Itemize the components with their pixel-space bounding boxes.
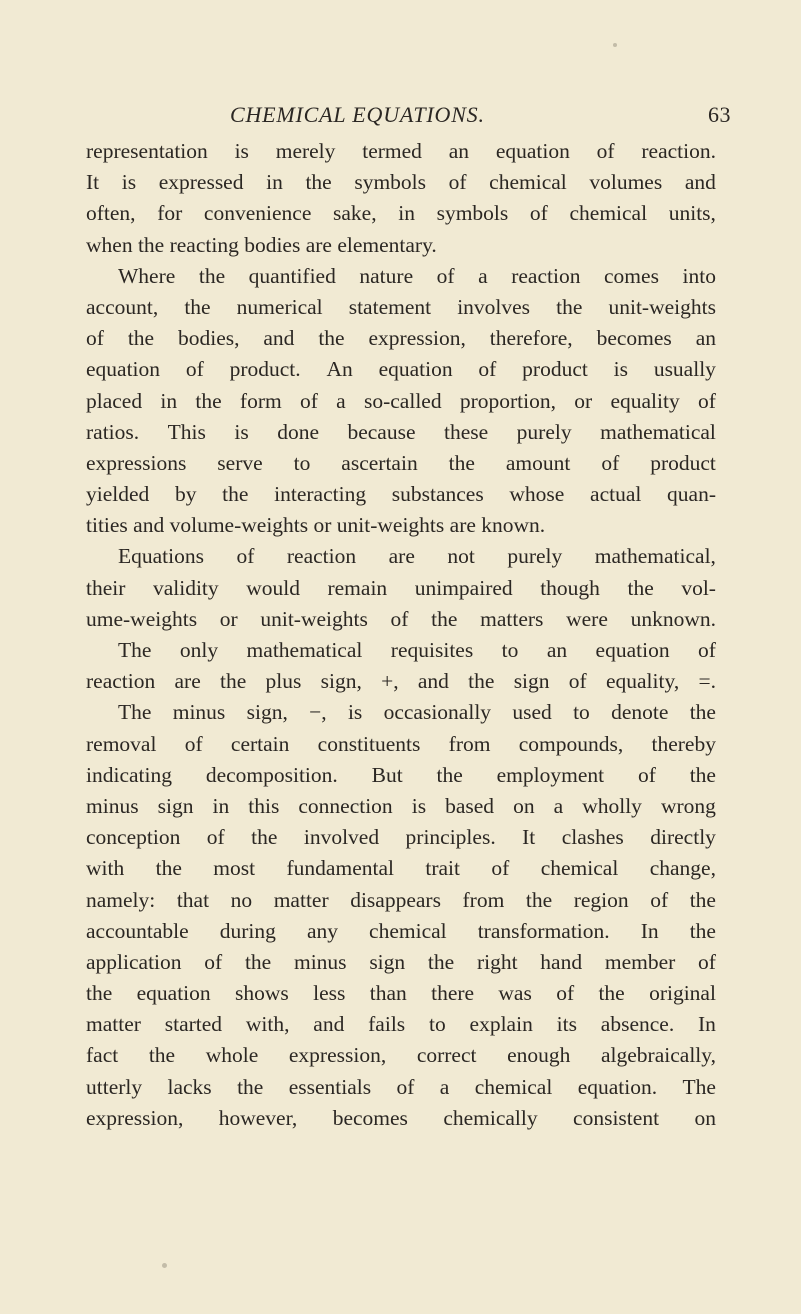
text-line: equation of product. An equation of product is usually bbox=[86, 357, 716, 382]
text-line: when the reacting bodies are elementary. bbox=[86, 232, 437, 257]
paper-speck bbox=[162, 1263, 167, 1268]
text-line: minus sign in this connection is based on a wholly wrong bbox=[86, 793, 716, 818]
text-line: with the most fundamental trait of chemical change, bbox=[86, 856, 716, 881]
text-line: reaction are the plus sign, +, and the sign of equality, =. bbox=[86, 669, 716, 694]
text-line: yielded by the interacting substances whose actual quan- bbox=[86, 482, 716, 507]
text-line: application of the minus sign the right hand member of bbox=[86, 949, 716, 974]
text-line: Equations of reaction are not purely mathematical, bbox=[118, 544, 716, 569]
text-line: indicating decomposition. But the employment of the bbox=[86, 762, 716, 787]
text-line: tities and volume-weights or unit-weights are known. bbox=[86, 513, 546, 538]
text-line: placed in the form of a so-called proportion, or equality of bbox=[86, 388, 716, 413]
text-line: expression, however, becomes chemically consistent on bbox=[86, 1105, 716, 1130]
text-line: removal of certain constituents from compounds, thereby bbox=[86, 731, 716, 756]
running-head bbox=[0, 99, 801, 131]
text-line: account, the numerical statement involves the unit-weights bbox=[86, 294, 716, 319]
text-line: often, for convenience sake, in symbols of chemical units, bbox=[86, 201, 716, 226]
text-line: accountable during any chemical transformation. In the bbox=[86, 918, 716, 943]
text-line: fact the whole expression, correct enough algebraically, bbox=[86, 1043, 716, 1068]
text-line: namely: that no matter disappears from the region of the bbox=[86, 887, 716, 912]
text-line: of the bodies, and the expression, therefore, becomes an bbox=[86, 326, 716, 351]
text-line: ratios. This is done because these purely mathematical bbox=[86, 419, 716, 444]
text-line: The minus sign, −, is occasionally used to denote the bbox=[118, 700, 716, 725]
text-line: ume-weights or unit-weights of the matters were unknown. bbox=[86, 606, 716, 631]
text-line: utterly lacks the essentials of a chemical equation. The bbox=[86, 1074, 716, 1099]
page-number: 63 bbox=[708, 102, 731, 127]
text-line: representation is merely termed an equation of reaction. bbox=[86, 139, 716, 163]
paper-speck bbox=[613, 43, 617, 47]
text-line: conception of the involved principles. It clashes directly bbox=[86, 825, 716, 850]
text-line: expressions serve to ascertain the amount of product bbox=[86, 450, 716, 475]
text-line: The only mathematical requisites to an equation of bbox=[118, 638, 716, 662]
text-line: Where the quantified nature of a reaction comes into bbox=[118, 263, 716, 288]
text-line: matter started with, and fails to explain its absence. In bbox=[86, 1012, 716, 1037]
body-text bbox=[86, 136, 716, 1134]
text-line: the equation shows less than there was of the original bbox=[86, 981, 716, 1006]
text-line: their validity would remain unimpaired though the vol- bbox=[86, 575, 716, 600]
running-title: CHEMICAL EQUATIONS. bbox=[230, 102, 485, 127]
text-line: It is expressed in the symbols of chemical volumes and bbox=[86, 170, 716, 195]
